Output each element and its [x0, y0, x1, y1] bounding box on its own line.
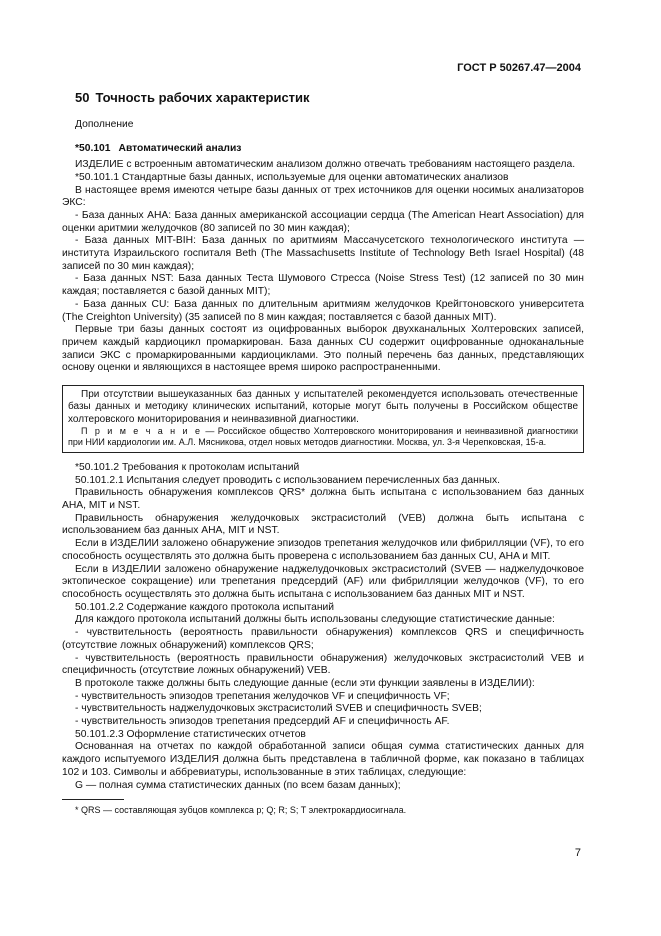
paragraph: 50.101.2.1 Испытания следует проводить с использованием перечисленных баз данных. — [75, 474, 500, 486]
list-item: - База данных NST: База данных Теста Шумового Стресса (Noise Stress Test) (12 записей по 30 мин каждая; поставляется с базой данных MIT); — [62, 273, 584, 298]
box-note — [68, 426, 578, 449]
national-deviation-box — [62, 385, 584, 453]
paragraph: Для каждого протокола испытаний должны быть использованы следующие статистические данные: — [75, 614, 555, 626]
paragraph: Если в ИЗДЕЛИИ заложено обнаружение наджелудочковых экстрасистолий (SVEB — наджелудочковое эктопическое сокращение) или трепетания предсердий (AF) или фибрилляции желудочков (VF), то его способность осуществлять это должна быть испытана с использованием баз данных MIT и NST. — [62, 563, 584, 600]
list-item: - База данных AHA: База данных американской ассоциации сердца (The American Heart Association) для оценки аритмии желудочков (80 записей по 30 мин каждая); — [62, 209, 584, 234]
footnote: * QRS — составляющая зубцов комплекса p; Q; R; S; T электрокардиосигнала. — [75, 805, 407, 816]
clause-heading: *50.101.1 Стандартные базы данных, используемые для оценки автоматических анализов — [75, 171, 509, 183]
section-number: 50 — [75, 90, 90, 105]
paragraph: Правильность обнаружения комплексов QRS* должна быть испытана с использованием баз данных AHA, MIT и NST. — [62, 487, 584, 512]
clause-heading: 50.101.2.2 Содержание каждого протокола испытаний — [75, 601, 335, 613]
addition-label: Дополнение — [75, 118, 134, 130]
box-text: При отсутствии вышеуказанных баз данных у испытателей рекомендуется использовать отечественные базы данных и методику клинических испытаний, которые могут быть получены в Российском обществе холтеровского мониторирования и неинвазивной диагностики. — [68, 389, 578, 425]
note-label: П р и м е ч а н и е — [81, 425, 202, 436]
paragraph: Первые три базы данных состоят из оцифрованных выборок двухканальных Холтеровских записей, причем каждый кардиоцикл промаркирован. База данных CU содержит оцифрованные одноканальные записи ЭКС с промаркированными кардиоциклами. Это полный перечень баз данных, представляющих основу оценки и являющихся в настоящее время широко распространенными. — [62, 324, 584, 374]
definition-item: G — полная сумма статистических данных (по всем базам данных); — [75, 779, 401, 791]
list-item: - База данных MIT-BIH: База данных по аритмиям Массачусетского технологического института — института Израильского госпиталя Beth (The Massachusetts Institute of Technology Beth Israel Hospital) (48 записей по 30 мин каждая); — [62, 235, 584, 272]
paragraph: Основанная на отчетах по каждой обработанной записи общая сумма статистических данных для каждого испытуемого ИЗДЕЛИЯ должна быть представлена в табличной форме, как показано в таблицах 102 и 103. Символы и аббревиатуры, использованные в этих таблицах, следующие: — [62, 741, 584, 778]
paragraph: В протоколе также должны быть следующие данные (если эти функции заявлены в ИЗДЕЛИИ): — [75, 677, 535, 689]
note-text: — Российское общество Холтеровского мониторирования и неинвазивной диагностики при НИИ кардиологии им. А.Л. Мясникова, отдел новых методов диагностики. Москва, ул. 3-я Черепковская, 15-а. — [68, 425, 578, 448]
paragraph: В настоящее время имеются четыре базы данных от трех источников для оценки носимых анализаторов ЭКС: — [62, 184, 584, 209]
subsection-number: *50.101 — [75, 143, 111, 155]
clause-heading: *50.101.2 Требования к протоколам испытаний — [75, 461, 300, 473]
page-number: 7 — [574, 847, 581, 859]
section-title: Точность рабочих характеристик — [95, 90, 310, 105]
subsection-heading — [75, 143, 584, 156]
list-item: - чувствительность эпизодов трепетания предсердий AF и специфичность AF. — [75, 716, 450, 728]
list-item: - чувствительность наджелудочковых экстрасистолий SVEB и специфичность SVEB; — [75, 703, 482, 715]
list-item: - чувствительность эпизодов трепетания желудочков VF и специфичность VF; — [75, 690, 450, 702]
document-header: ГОСТ Р 50267.47—2004 — [457, 62, 581, 74]
list-item: - База данных CU: База данных по длительным аритмиям желудочков Крейгтоновского университета (The Creighton University) (35 записей по 8 мин каждая; поставляется с базой данных MIT). — [62, 298, 584, 323]
list-item: - чувствительность (вероятность правильности обнаружения) желудочковых экстрасистолий VEB и специфичность (отсутствие ложных обнаружений) VEB. — [62, 652, 584, 677]
subsection-title: Автоматический анализ — [118, 143, 242, 155]
paragraph: ИЗДЕЛИЕ с встроенным автоматическим анализом должно отвечать требованиям настоящего раздела. — [75, 159, 576, 171]
paragraph: Правильность обнаружения желудочковых экстрасистолий (VEB) должна быть испытана с использованием баз данных AHA, MIT и NST. — [62, 512, 584, 537]
list-item: - чувствительность (вероятность правильности обнаружения) комплексов QRS и специфичность (отсутствие ложных обнаружений) комплексов QRS; — [62, 627, 584, 651]
section-heading — [75, 92, 584, 105]
clause-heading: 50.101.2.3 Оформление статистических отчетов — [75, 728, 306, 740]
footnote-separator — [62, 799, 124, 800]
paragraph: Если в ИЗДЕЛИИ заложено обнаружение эпизодов трепетания желудочков или фибрилляции (VF), то его способность осуществлять это должна быть проверена с использованием баз данных CU, AHA и MIT. — [62, 538, 584, 562]
page-content — [62, 92, 584, 817]
